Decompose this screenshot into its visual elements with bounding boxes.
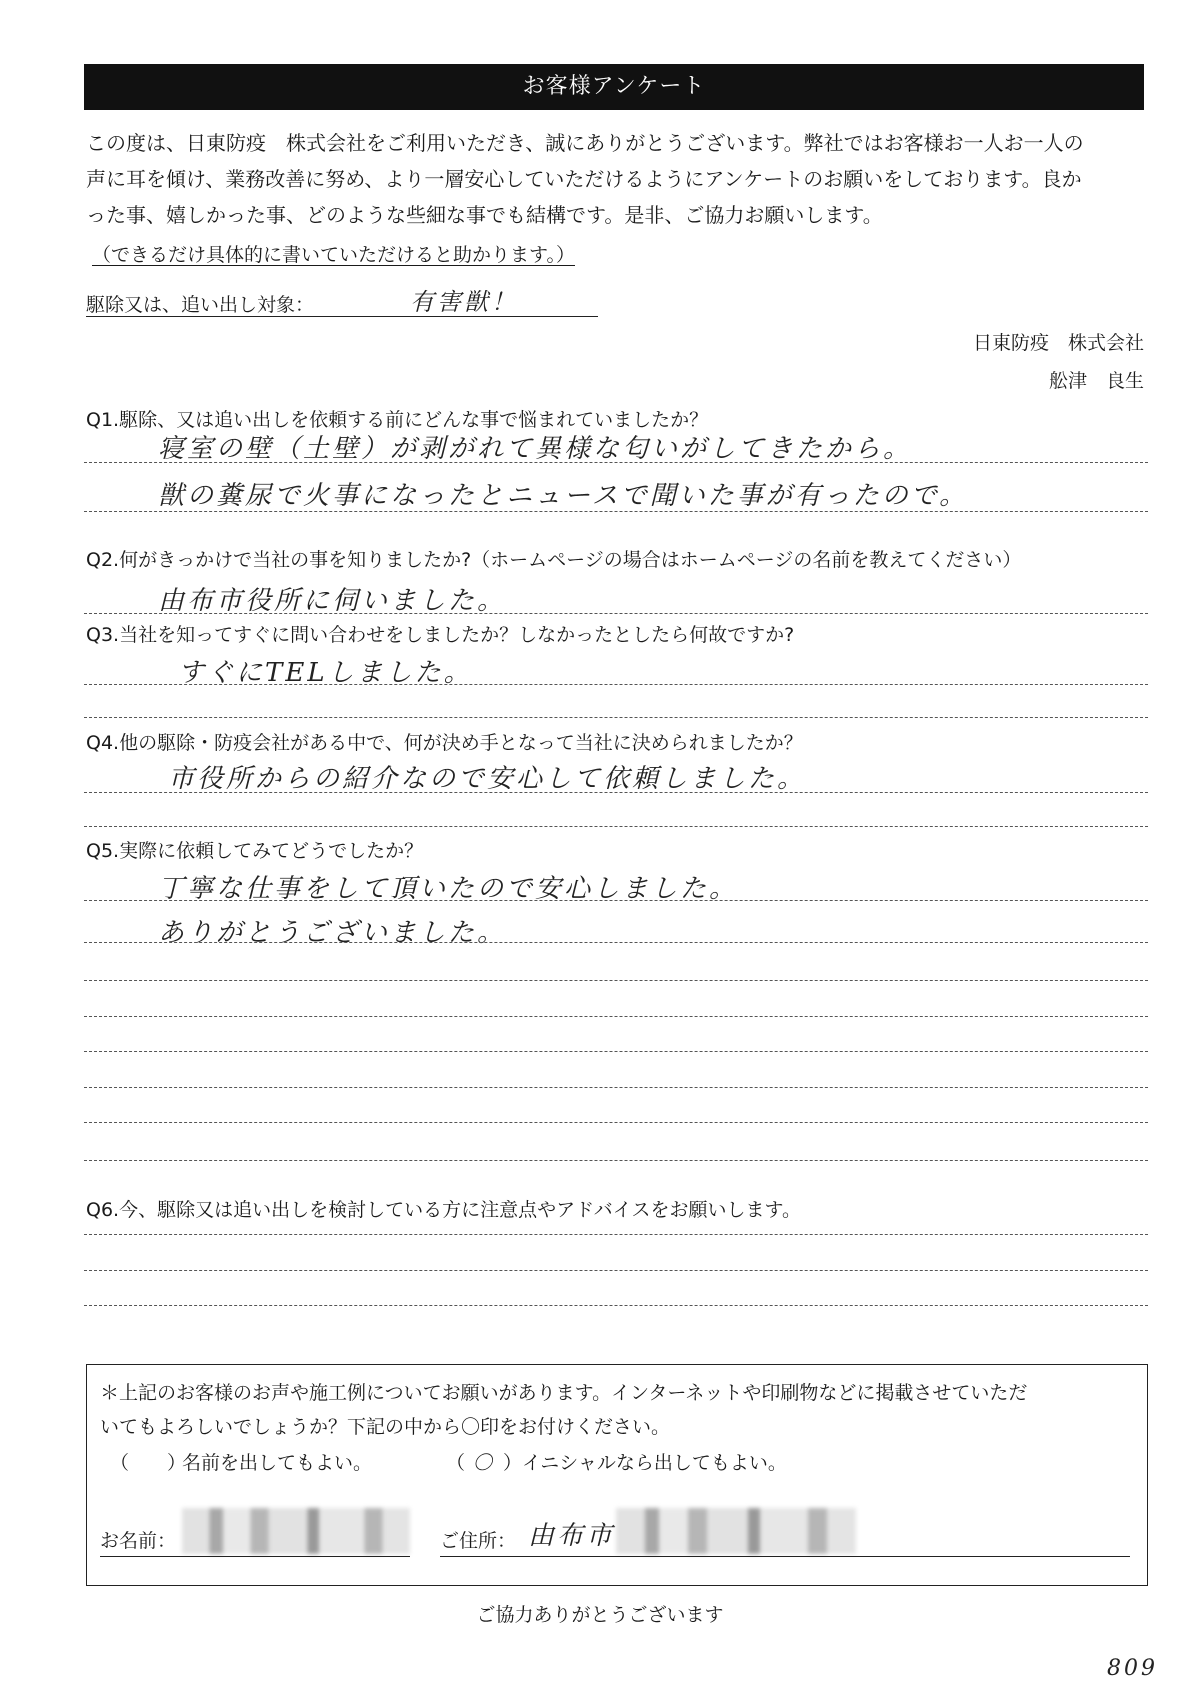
- consent-line-1: ＊上記のお客様のお声や施工例についてお願いがあります。インターネットや印刷物などに掲載させていただ: [100, 1382, 1028, 1404]
- answer-line: [84, 1305, 1148, 1306]
- answer-line: [84, 462, 1148, 463]
- consent-line-2: いてもよろしいでしょうか？下記の中から〇印をお付けください。: [100, 1416, 671, 1438]
- option-1-label: 名前を出してもよい。: [182, 1452, 373, 1474]
- question-4: Q4.他の駆除・防疫会社がある中で、何が決め手となって当社に決められましたか？: [86, 732, 803, 754]
- answer-3-line-1: すぐにTELしました。: [178, 658, 473, 688]
- intro-line-2: 声に耳を傾け、業務改善に努め、より一層安心していただけるようにアンケートのお願いをしております。良か: [86, 167, 1082, 191]
- option-2-label: イニシャルなら出してもよい。: [522, 1452, 787, 1474]
- target-label: 駆除又は、追い出し対象：: [86, 294, 315, 316]
- target-value: 有害獣！: [410, 288, 518, 316]
- intro-line-1: この度は、日東防疫 株式会社をご利用いただき、誠にありがとうございます。弊社ではお客様お一人お一人の: [86, 131, 1084, 155]
- answer-line: [84, 980, 1148, 981]
- name-redacted: [182, 1508, 410, 1554]
- option-2-mark: 〇: [473, 1452, 496, 1474]
- answer-line: [84, 942, 1148, 943]
- answer-line: [84, 792, 1148, 793]
- answer-5-line-1: 丁寧な仕事をして頂いたので安心しました。: [158, 874, 739, 904]
- question-2: Q2.何がきっかけで当社の事を知りましたか?（ホームページの場合はホームページの名前を教えてください）: [86, 549, 1022, 571]
- page-title: お客様アンケート: [84, 64, 1144, 110]
- answer-line: [84, 684, 1148, 685]
- answer-line: [84, 1122, 1148, 1123]
- option-2-checkbox[interactable]: （ 〇 ）: [446, 1448, 522, 1475]
- answer-line: [84, 1016, 1148, 1017]
- answer-line: [84, 1087, 1148, 1088]
- question-5: Q5.実際に依頼してみてどうでしたか？: [86, 840, 424, 862]
- intro-note: （できるだけ具体的に書いていただけると助かります。）: [92, 244, 575, 266]
- address-underline: [440, 1556, 1130, 1557]
- footer-thanks: ご協力ありがとうございます: [476, 1604, 724, 1626]
- question-3: Q3.当社を知ってすぐに問い合わせをしましたか？しなかったとしたら何故ですか?: [86, 624, 795, 646]
- name-label: お名前：: [100, 1530, 177, 1552]
- answer-2-line-1: 由布市役所に伺いました。: [158, 586, 507, 616]
- option-1-checkbox[interactable]: （ ）: [110, 1452, 187, 1474]
- address-value: 由布市: [528, 1521, 616, 1551]
- answer-1-line-2: 獣の糞尿で火事になったとニュースで聞いた事が有ったので。: [158, 481, 969, 511]
- company-person: 舩津 良生: [1048, 370, 1144, 392]
- answer-1-line-1: 寝室の壁（土壁）が剥がれて異様な匂いがしてきたから。: [158, 434, 913, 464]
- question-1: Q1.駆除、又は追い出しを依頼する前にどんな事で悩まれていましたか？: [86, 409, 709, 431]
- page-number: 809: [1107, 1656, 1158, 1681]
- company-name: 日東防疫 株式会社: [972, 332, 1144, 354]
- answer-line: [84, 511, 1148, 512]
- answer-line: [84, 1160, 1148, 1161]
- answer-line: [84, 1051, 1148, 1052]
- answer-line: [84, 900, 1148, 901]
- answer-line: [84, 613, 1148, 614]
- address-redacted: [616, 1508, 856, 1554]
- question-6: Q6.今、駆除又は追い出しを検討している方に注意点やアドバイスをお願いします。: [86, 1199, 801, 1221]
- answer-line: [84, 717, 1148, 718]
- answer-4-line-1: 市役所からの紹介なので安心して依頼しました。: [168, 764, 807, 794]
- name-underline: [100, 1556, 410, 1557]
- answer-line: [84, 826, 1148, 827]
- answer-line: [84, 1234, 1148, 1235]
- answer-5-line-2: ありがとうございました。: [158, 918, 507, 948]
- target-underline: [86, 316, 598, 317]
- answer-line: [84, 1270, 1148, 1271]
- intro-line-3: った事、嬉しかった事、どのような些細な事でも結構です。是非、ご協力お願いします。: [86, 203, 883, 227]
- address-label: ご住所：: [440, 1530, 517, 1552]
